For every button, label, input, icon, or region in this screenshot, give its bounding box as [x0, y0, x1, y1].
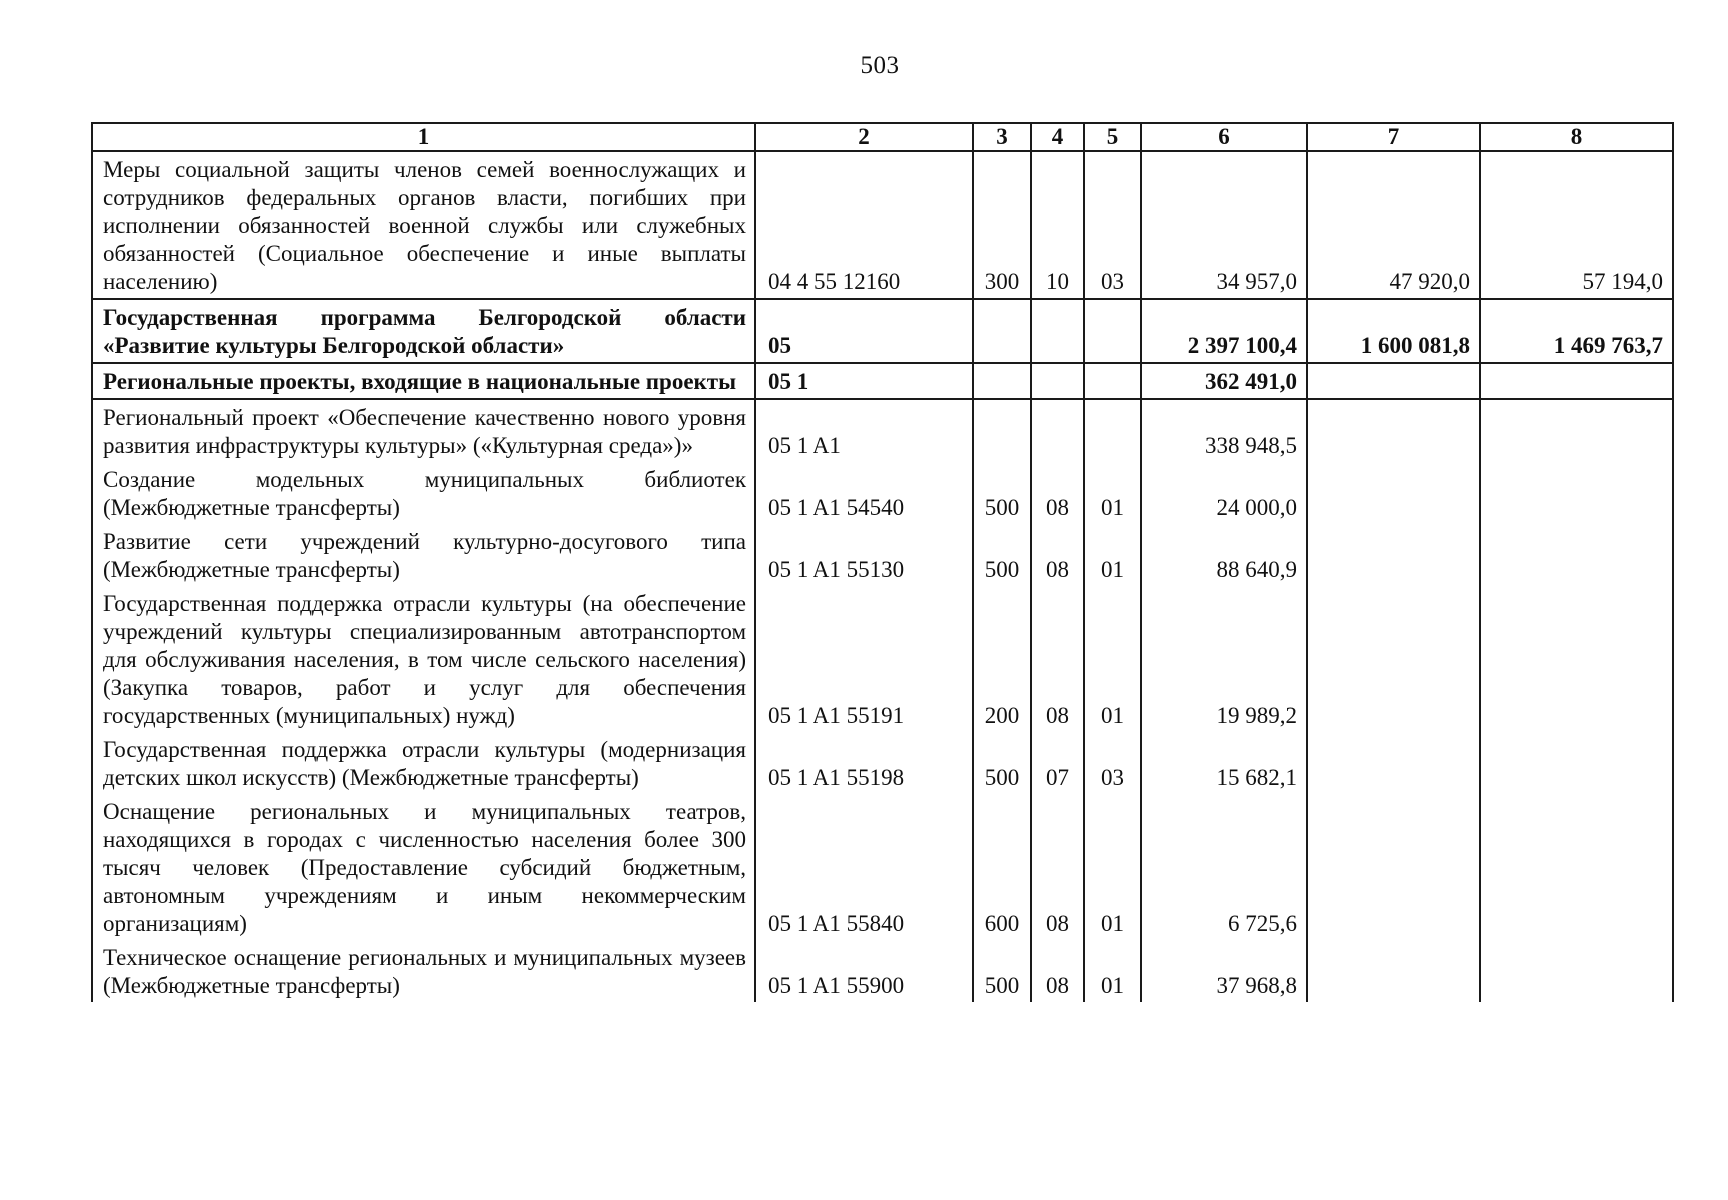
- row-col-7: [1307, 524, 1480, 586]
- header-col-5: 5: [1084, 123, 1141, 151]
- table-row: [92, 794, 1673, 940]
- row-col-6: 338 948,5: [1141, 399, 1307, 462]
- table-row: [92, 299, 1673, 363]
- header-col-1: 1: [92, 123, 755, 151]
- header-col-6: 6: [1141, 123, 1307, 151]
- table-header: [92, 123, 1673, 151]
- row-col-7: [1307, 586, 1480, 732]
- row-code: 05 1 A1 55198: [755, 732, 973, 794]
- row-col-4: [1031, 363, 1084, 399]
- row-col-5: 01: [1084, 794, 1141, 940]
- row-col-7: [1307, 462, 1480, 524]
- row-col-3: [973, 299, 1031, 363]
- row-col-8: [1480, 940, 1673, 1002]
- row-col-7: [1307, 794, 1480, 940]
- row-col-4: 08: [1031, 586, 1084, 732]
- table-body: [92, 151, 1673, 1002]
- row-col-6: 37 968,8: [1141, 940, 1307, 1002]
- row-name: Создание модельных муниципальных библиотек (Межбюджетные трансферты): [92, 462, 755, 524]
- row-col-5: 03: [1084, 151, 1141, 299]
- row-col-8: [1480, 399, 1673, 462]
- row-col-4: 08: [1031, 940, 1084, 1002]
- row-col-5: 03: [1084, 732, 1141, 794]
- row-col-8: [1480, 794, 1673, 940]
- row-code: 04 4 55 12160: [755, 151, 973, 299]
- page-number: 503: [860, 52, 900, 79]
- row-col-3: [973, 399, 1031, 462]
- row-col-6: 15 682,1: [1141, 732, 1307, 794]
- header-row: [92, 123, 1673, 151]
- row-col-3: 500: [973, 732, 1031, 794]
- row-code: 05 1 A1 55130: [755, 524, 973, 586]
- row-col-6: 34 957,0: [1141, 151, 1307, 299]
- row-name: Государственная программа Белгородской области «Развитие культуры Белгородской области»: [92, 299, 755, 363]
- table-row: [92, 462, 1673, 524]
- row-name: Техническое оснащение региональных и муниципальных музеев (Межбюджетные трансферты): [92, 940, 755, 1002]
- row-col-8: [1480, 586, 1673, 732]
- row-name: Региональные проекты, входящие в национальные проекты: [92, 363, 755, 399]
- row-col-6: 2 397 100,4: [1141, 299, 1307, 363]
- row-col-6: 24 000,0: [1141, 462, 1307, 524]
- row-name: Меры социальной защиты членов семей военнослужащих и сотрудников федеральных органов власти, погибших при исполнении обязанностей военной службы или служебных обязанностей (Социальное обеспечение и иные выплаты населению): [92, 151, 755, 299]
- row-col-3: 300: [973, 151, 1031, 299]
- row-code: 05 1 A1 55900: [755, 940, 973, 1002]
- row-col-4: 10: [1031, 151, 1084, 299]
- row-code: 05: [755, 299, 973, 363]
- table-row: [92, 586, 1673, 732]
- row-col-7: [1307, 399, 1480, 462]
- header-col-4: 4: [1031, 123, 1084, 151]
- row-col-5: 01: [1084, 524, 1141, 586]
- row-col-5: 01: [1084, 940, 1141, 1002]
- row-col-7: [1307, 363, 1480, 399]
- row-col-4: 08: [1031, 794, 1084, 940]
- row-col-8: [1480, 732, 1673, 794]
- row-col-6: 19 989,2: [1141, 586, 1307, 732]
- row-col-3: 500: [973, 462, 1031, 524]
- row-col-5: 01: [1084, 462, 1141, 524]
- row-col-6: 88 640,9: [1141, 524, 1307, 586]
- row-col-8: 57 194,0: [1480, 151, 1673, 299]
- row-col-8: [1480, 524, 1673, 586]
- row-name: Государственная поддержка отрасли культуры (модернизация детских школ искусств) (Межбюджетные трансферты): [92, 732, 755, 794]
- row-col-3: 500: [973, 940, 1031, 1002]
- table-row: [92, 940, 1673, 1002]
- row-name: Развитие сети учреждений культурно-досугового типа (Межбюджетные трансферты): [92, 524, 755, 586]
- row-name: Государственная поддержка отрасли культуры (на обеспечение учреждений культуры специализированным автотранспортом для обслуживания населения, в том числе сельского населения) (Закупка товаров, работ и услуг для обеспечения государственных (муниципальных) нужд): [92, 586, 755, 732]
- table-row: [92, 732, 1673, 794]
- row-col-3: [973, 363, 1031, 399]
- row-col-3: 200: [973, 586, 1031, 732]
- row-col-6: 6 725,6: [1141, 794, 1307, 940]
- budget-table: [91, 122, 1674, 1002]
- row-code: 05 1 A1 55191: [755, 586, 973, 732]
- row-col-3: 500: [973, 524, 1031, 586]
- row-name: Оснащение региональных и муниципальных театров, находящихся в городах с численностью населения более 300 тысяч человек (Предоставление субсидий бюджетным, автономным учреждениям и иным некоммерческим организациям): [92, 794, 755, 940]
- row-col-3: 600: [973, 794, 1031, 940]
- table-row: [92, 151, 1673, 299]
- row-col-5: [1084, 363, 1141, 399]
- row-col-4: [1031, 299, 1084, 363]
- row-col-8: [1480, 462, 1673, 524]
- row-col-4: 08: [1031, 462, 1084, 524]
- header-col-2: 2: [755, 123, 973, 151]
- header-col-3: 3: [973, 123, 1031, 151]
- row-col-5: [1084, 299, 1141, 363]
- row-name: Региональный проект «Обеспечение качественно нового уровня развития инфраструктуры культуры» («Культурная среда»)»: [92, 399, 755, 462]
- row-col-6: 362 491,0: [1141, 363, 1307, 399]
- row-col-4: [1031, 399, 1084, 462]
- row-col-5: [1084, 399, 1141, 462]
- row-code: 05 1 A1 55840: [755, 794, 973, 940]
- row-col-4: 07: [1031, 732, 1084, 794]
- row-col-4: 08: [1031, 524, 1084, 586]
- row-col-5: 01: [1084, 586, 1141, 732]
- table-row: [92, 399, 1673, 462]
- row-col-7: 47 920,0: [1307, 151, 1480, 299]
- row-code: 05 1: [755, 363, 973, 399]
- row-col-8: 1 469 763,7: [1480, 299, 1673, 363]
- row-col-7: [1307, 732, 1480, 794]
- row-code: 05 1 A1 54540: [755, 462, 973, 524]
- header-col-7: 7: [1307, 123, 1480, 151]
- row-col-7: [1307, 940, 1480, 1002]
- row-code: 05 1 A1: [755, 399, 973, 462]
- table-row: [92, 524, 1673, 586]
- table-row: [92, 363, 1673, 399]
- row-col-7: 1 600 081,8: [1307, 299, 1480, 363]
- row-col-8: [1480, 363, 1673, 399]
- header-col-8: 8: [1480, 123, 1673, 151]
